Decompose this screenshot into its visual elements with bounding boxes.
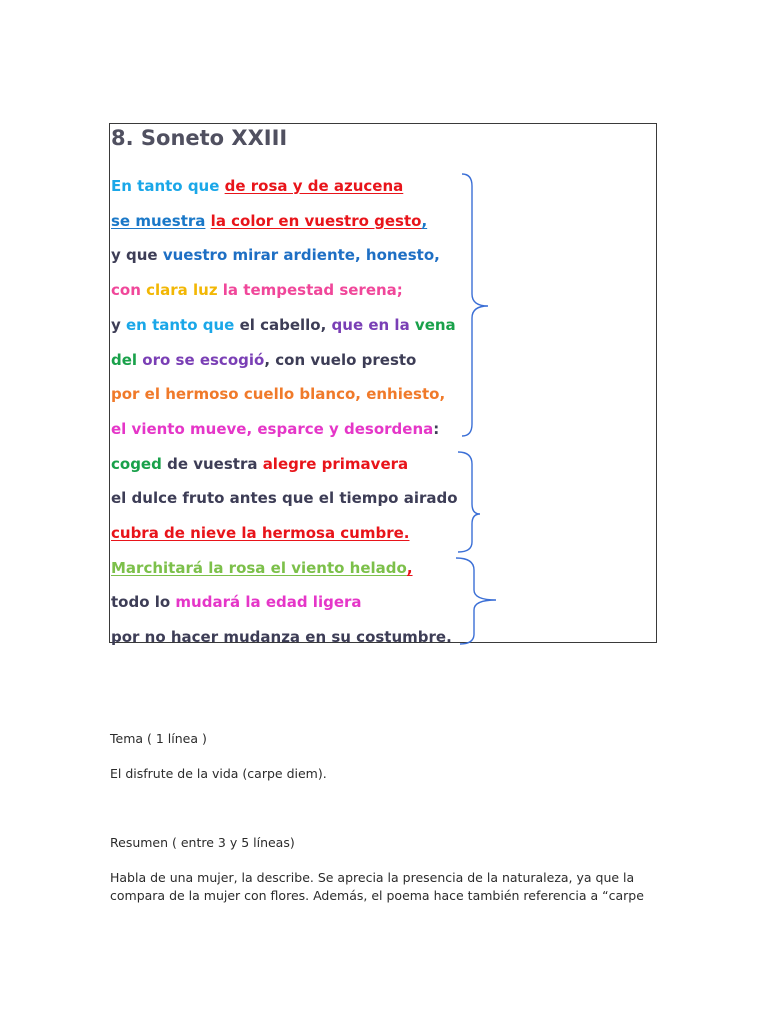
poem-segment: clara luz <box>146 281 223 300</box>
poem-segment: del <box>111 350 143 369</box>
poem-segment: por no hacer mudanza en su costumbre. <box>111 628 452 647</box>
poem-box <box>109 123 657 647</box>
resumen-body: Habla de una mujer, la describe. Se aprecia la presencia de la naturaleza, ya que la compara de la mujer con flores. Además, el poema hace también referencia a “carpe <box>110 870 644 903</box>
poem-segment: : <box>433 419 440 438</box>
poem-segment: y que <box>111 246 163 265</box>
poem-segment: coged <box>111 454 168 473</box>
poem-segment: vena <box>414 315 456 334</box>
poem-segment: se muestra <box>111 211 206 230</box>
poem-segment: cubra de nieve la hermosa cumbre. <box>111 524 410 542</box>
poem-segment: la tempestad serena; <box>222 281 403 300</box>
poem-segment: que en la <box>331 315 415 334</box>
bracket-tercet-two <box>456 558 496 644</box>
poem-segment: de vuestra <box>167 454 263 473</box>
poem-segment: , <box>406 558 413 577</box>
poem-segment: y <box>111 315 126 334</box>
poem-segment: todo lo <box>111 593 176 612</box>
poem-segment: , con vuelo presto <box>264 350 417 369</box>
poem-segment: Marchitará la rosa el viento helado <box>111 558 407 577</box>
poem-segment: por el hermoso cuello blanco, enhiesto, <box>111 385 446 404</box>
resumen-heading: Resumen ( entre 3 y 5 líneas) <box>110 835 295 850</box>
poem-segment: el viento mueve, esparce y desordena <box>111 419 434 438</box>
poem-segment: en tanto que <box>126 315 240 334</box>
poem-segment: el cabello, <box>239 315 332 334</box>
poem-segment: con <box>111 281 147 300</box>
poem-segment: de rosa y de azucena <box>224 177 404 195</box>
bracket-tercet-one <box>458 452 480 552</box>
tema-body: El disfrute de la vida (carpe diem). <box>110 766 327 781</box>
poem-segment: En tanto que <box>111 177 225 195</box>
poem-segment: la color en vuestro gesto <box>210 211 422 230</box>
poem-segment: el dulce fruto antes que el tiempo airado <box>111 489 458 508</box>
bracket-quartets <box>462 174 488 436</box>
poem-segment: , <box>421 211 428 230</box>
poem-segment: vuestro mirar ardiente, honesto, <box>162 246 440 265</box>
tema-heading: Tema ( 1 línea ) <box>110 731 207 746</box>
poem-segment: mudará la edad ligera <box>175 593 362 612</box>
poem-segment: alegre primavera <box>262 454 409 473</box>
stanza-brackets <box>110 124 658 647</box>
poem-title: 8. Soneto XXIII <box>111 126 288 150</box>
poem-segment: oro se escogió <box>142 350 265 369</box>
